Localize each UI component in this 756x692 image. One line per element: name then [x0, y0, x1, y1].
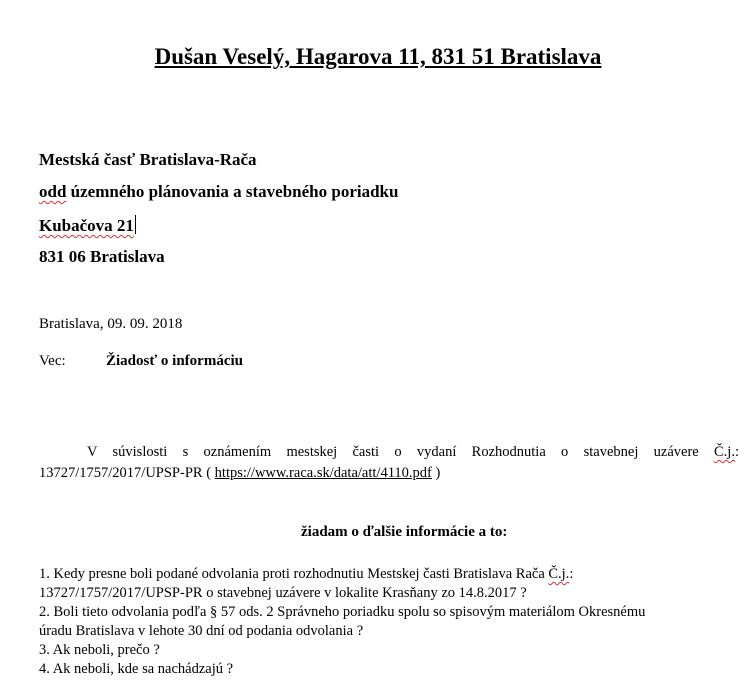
recipient-line-2: [39, 182, 398, 202]
letter-date: Bratislava, 09. 09. 2018: [39, 316, 183, 332]
request-heading: žiadam o ďalšie informácie a to:: [301, 524, 508, 540]
subject-label: Vec:: [39, 353, 66, 369]
question-4: 4. Ak neboli, kde sa nachádzajú ?: [39, 661, 234, 677]
question-2-line-1: 2. Boli tieto odvolania podľa § 57 ods. 2 Správneho poriadku spolu so spisovým materiálom Okresnému: [39, 604, 646, 620]
question-1-colon: :: [569, 566, 574, 582]
intro-paragraph-line-1: [39, 444, 739, 461]
intro-paren-open: (: [202, 465, 215, 481]
question-2-line-2: úradu Bratislava v lehote 30 dní od podania odvolania ?: [39, 623, 364, 639]
intro-paren-close: ): [431, 465, 441, 481]
intro-text: V súvislosti s oznámením mestskej časti o vydaní Rozhodnutia o stavebnej uzávere: [87, 444, 699, 460]
intro-ref-number: 13727/1757/2017/UPSP-PR: [39, 465, 203, 481]
recipient-line-3: [39, 215, 136, 236]
question-1-line-1: [39, 566, 573, 583]
question-1-text: 1. Kedy presne boli podané odvolania proti rozhodnutiu Mestskej časti Bratislava Rača: [39, 566, 549, 582]
recipient-line-4: 831 06 Bratislava: [39, 247, 165, 266]
question-3: 3. Ak neboli, prečo ?: [39, 642, 160, 658]
text-cursor: [135, 215, 136, 234]
intro-ref-abbr: Č.j.: [714, 444, 735, 460]
recipient-street: Kubačova 21: [39, 216, 134, 235]
recipient-line-1: Mestská časť Bratislava-Rača: [39, 150, 257, 169]
recipient-dept: územného plánovania a stavebného poriadku: [66, 182, 399, 201]
intro-paragraph-line-2: [39, 465, 440, 482]
subject-text: Žiadosť o informáciu: [106, 353, 243, 369]
intro-ref-colon: :: [734, 444, 739, 460]
recipient-abbr: odd: [39, 182, 67, 201]
question-1-line-2: 13727/1757/2017/UPSP-PR o stavebnej uzávere v lokalite Krasňany zo 14.8.2017 ?: [39, 585, 527, 601]
attachment-link[interactable]: https://www.raca.sk/data/att/4110.pdf: [214, 465, 432, 481]
question-1-abbr: Č.j.: [548, 566, 570, 582]
sender-address: Dušan Veselý, Hagarova 11, 831 51 Bratislava: [154, 44, 602, 69]
